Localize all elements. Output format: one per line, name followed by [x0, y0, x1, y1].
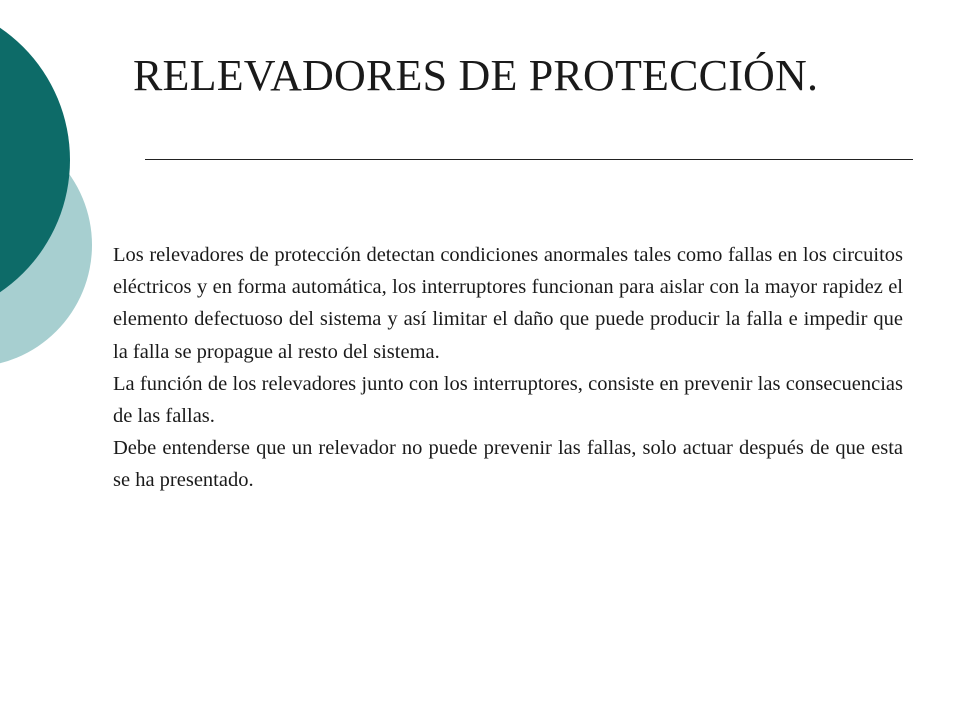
paragraph-1: Los relevadores de protección detectan condiciones anormales tales como fallas en los circuitos eléctricos y en forma automática, los interruptores funcionan para aislar con la mayor rapidez el elemento defectuoso del sistema y así limitar el daño que puede producir la falla e impedir que la falla se propague al resto del sistema.	[113, 244, 903, 363]
slide-title: RELEVADORES DE PROTECCIÓN.	[133, 51, 819, 100]
title-divider	[145, 159, 913, 160]
paragraph-2: La función de los relevadores junto con los interruptores, consiste en prevenir las consecuencias de las fallas.	[113, 372, 903, 428]
slide-body	[113, 239, 903, 497]
paragraph-3: Debe entenderse que un relevador no puede prevenir las fallas, solo actuar después de que esta se ha presentado.	[113, 437, 903, 492]
